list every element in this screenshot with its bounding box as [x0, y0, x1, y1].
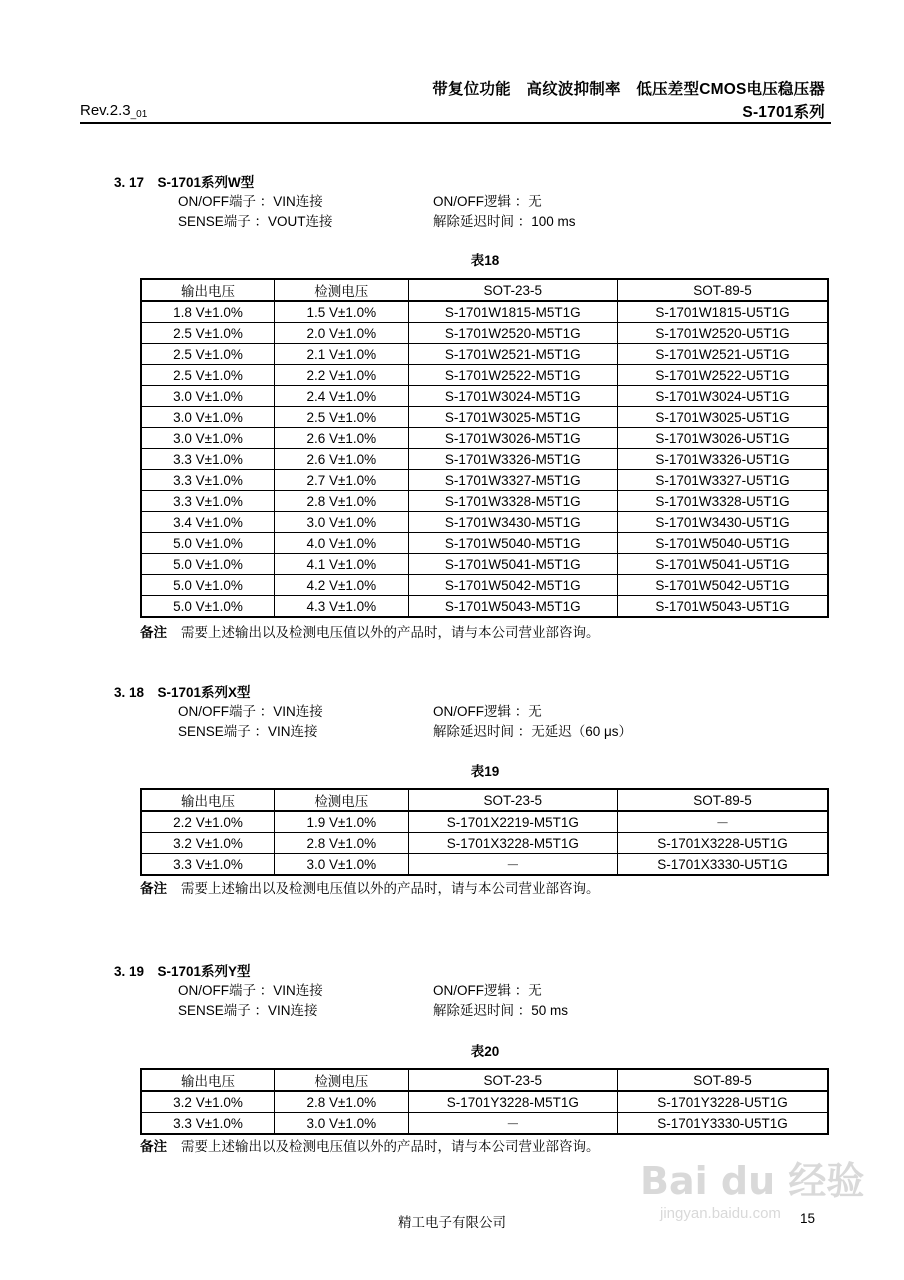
table-cell: 3.0 V±1.0%	[141, 386, 275, 407]
column-header: 检测电压	[275, 789, 409, 811]
page-number: 15	[800, 1211, 816, 1226]
table-caption: 表20	[470, 1044, 500, 1059]
column-header: SOT-23-5	[408, 279, 617, 301]
table-cell: S-1701X3228-M5T1G	[408, 833, 617, 854]
table-row	[141, 386, 828, 407]
column-header: 输出电压	[141, 279, 275, 301]
revision	[80, 102, 147, 120]
table-cell: S-1701W3327-U5T1G	[618, 470, 828, 491]
table-row	[141, 554, 828, 575]
note-label: 备注	[140, 881, 167, 896]
column-header: 输出电压	[141, 1069, 275, 1091]
table-row	[141, 811, 828, 833]
column-header: SOT-89-5	[618, 789, 828, 811]
table-cell: 2.8 V±1.0%	[275, 1091, 409, 1113]
table-cell: 3.3 V±1.0%	[141, 491, 275, 512]
table-row	[141, 428, 828, 449]
table-cell: S-1701Y3228-M5T1G	[408, 1091, 617, 1113]
header-series: S-1701系列	[742, 104, 825, 121]
onoff-terminal-spec: ON/OFF端子 ：VIN连接	[178, 983, 323, 998]
table-cell: 5.0 V±1.0%	[141, 575, 275, 596]
baidu-watermark	[640, 1150, 870, 1250]
table-cell: S-1701W1815-M5T1G	[408, 301, 617, 323]
table-cell: 3.0 V±1.0%	[275, 512, 409, 533]
table-cell: －	[408, 854, 617, 876]
table-cell: 4.3 V±1.0%	[275, 596, 409, 618]
column-header: SOT-23-5	[408, 789, 617, 811]
table-cell: S-1701W3024-M5T1G	[408, 386, 617, 407]
table-cell: －	[408, 1113, 617, 1135]
table-cell: S-1701W5040-M5T1G	[408, 533, 617, 554]
note	[140, 877, 600, 897]
table-row	[141, 344, 828, 365]
note-text: 需要上述输出以及检测电压值以外的产品时，请与本公司营业部咨询。	[181, 625, 600, 640]
table-caption: 表18	[470, 253, 500, 268]
column-header: 输出电压	[141, 789, 275, 811]
table-row	[141, 449, 828, 470]
note-text: 需要上述输出以及检测电压值以外的产品时，请与本公司营业部咨询。	[181, 881, 600, 896]
release-delay-spec: 解除延迟时间 ：100 ms	[433, 214, 576, 229]
table-cell: S-1701X3228-U5T1G	[618, 833, 828, 854]
table-cell: S-1701W5043-M5T1G	[408, 596, 617, 618]
note-label: 备注	[140, 625, 167, 640]
table-cell: S-1701W5042-U5T1G	[618, 575, 828, 596]
release-delay-spec: 解除延迟时间 ：无延迟（60 μs）	[433, 724, 633, 739]
table-cell: 3.3 V±1.0%	[141, 1113, 275, 1135]
note-text: 需要上述输出以及检测电压值以外的产品时，请与本公司营业部咨询。	[181, 1139, 600, 1154]
table-cell: 5.0 V±1.0%	[141, 596, 275, 618]
sense-terminal-spec: SENSE端子 ：VIN连接	[178, 1003, 318, 1018]
sense-terminal-spec: SENSE端子 ：VOUT连接	[178, 214, 333, 229]
table-cell: S-1701W2520-U5T1G	[618, 323, 828, 344]
table-cell: S-1701W3326-U5T1G	[618, 449, 828, 470]
table-cell: 3.0 V±1.0%	[141, 428, 275, 449]
table-cell: 2.5 V±1.0%	[141, 344, 275, 365]
table-cell: 2.0 V±1.0%	[275, 323, 409, 344]
column-header: 检测电压	[275, 279, 409, 301]
table-cell: 3.3 V±1.0%	[141, 854, 275, 876]
table-cell: 2.1 V±1.0%	[275, 344, 409, 365]
spec-table	[140, 1068, 829, 1135]
table-row	[141, 854, 828, 876]
table-cell: S-1701W3328-U5T1G	[618, 491, 828, 512]
table-cell: 3.3 V±1.0%	[141, 449, 275, 470]
table-cell: S-1701W5041-U5T1G	[618, 554, 828, 575]
table-cell: 4.0 V±1.0%	[275, 533, 409, 554]
watermark-brand: Bai du 经验	[640, 1159, 865, 1203]
table-cell: 3.0 V±1.0%	[275, 854, 409, 876]
header-title: 带复位功能 高纹波抑制率 低压差型CMOS电压稳压器	[432, 81, 825, 98]
table-row	[141, 833, 828, 854]
table-cell: S-1701W2522-M5T1G	[408, 365, 617, 386]
watermark-url: jingyan.baidu.com	[660, 1205, 781, 1222]
section-title: 3. 19 S-1701系列Y型	[114, 964, 251, 979]
table-row	[141, 575, 828, 596]
table-cell: S-1701W2521-U5T1G	[618, 344, 828, 365]
table-cell: S-1701W2521-M5T1G	[408, 344, 617, 365]
table-cell: 2.4 V±1.0%	[275, 386, 409, 407]
note	[140, 621, 600, 641]
table-cell: 1.5 V±1.0%	[275, 301, 409, 323]
table-cell: 1.8 V±1.0%	[141, 301, 275, 323]
table-cell: 2.6 V±1.0%	[275, 449, 409, 470]
onoff-terminal-spec: ON/OFF端子 ：VIN连接	[178, 704, 323, 719]
table-cell: S-1701W3328-M5T1G	[408, 491, 617, 512]
table-cell: 3.4 V±1.0%	[141, 512, 275, 533]
table-cell: S-1701W3025-M5T1G	[408, 407, 617, 428]
column-header: SOT-89-5	[618, 279, 828, 301]
table-cell: 2.6 V±1.0%	[275, 428, 409, 449]
table-cell: S-1701W2520-M5T1G	[408, 323, 617, 344]
table-cell: S-1701W3026-U5T1G	[618, 428, 828, 449]
header-rule	[80, 122, 831, 124]
sense-terminal-spec: SENSE端子 ：VIN连接	[178, 724, 318, 739]
column-header: SOT-89-5	[618, 1069, 828, 1091]
table-cell: 2.5 V±1.0%	[275, 407, 409, 428]
table-cell: 2.7 V±1.0%	[275, 470, 409, 491]
table-cell: 2.2 V±1.0%	[141, 811, 275, 833]
table-cell: 2.8 V±1.0%	[275, 833, 409, 854]
table-cell: S-1701Y3228-U5T1G	[618, 1091, 828, 1113]
table-row	[141, 512, 828, 533]
table-row	[141, 533, 828, 554]
table-caption: 表19	[470, 764, 500, 779]
table-cell: 2.5 V±1.0%	[141, 323, 275, 344]
table-row	[141, 491, 828, 512]
onoff-terminal-spec: ON/OFF端子 ：VIN连接	[178, 194, 323, 209]
table-cell: －	[618, 811, 828, 833]
table-cell: S-1701W5040-U5T1G	[618, 533, 828, 554]
table-cell: 4.1 V±1.0%	[275, 554, 409, 575]
table-cell: 2.5 V±1.0%	[141, 365, 275, 386]
section-title: 3. 18 S-1701系列X型	[114, 685, 251, 700]
column-header: 检测电压	[275, 1069, 409, 1091]
spec-table	[140, 278, 829, 618]
section-title: 3. 17 S-1701系列W型	[114, 175, 255, 190]
revision-sub: _01	[130, 109, 148, 120]
table-cell: S-1701W3025-U5T1G	[618, 407, 828, 428]
table-cell: 3.0 V±1.0%	[141, 407, 275, 428]
table-cell: 4.2 V±1.0%	[275, 575, 409, 596]
table-row	[141, 1113, 828, 1135]
table-cell: S-1701W3327-M5T1G	[408, 470, 617, 491]
onoff-logic-spec: ON/OFF逻辑 ：无	[433, 983, 542, 998]
table-cell: 2.8 V±1.0%	[275, 491, 409, 512]
column-header: SOT-23-5	[408, 1069, 617, 1091]
table-header-row	[141, 789, 828, 811]
table-cell: S-1701W5043-U5T1G	[618, 596, 828, 618]
table-cell: S-1701W3026-M5T1G	[408, 428, 617, 449]
footer-company: 精工电子有限公司	[398, 1215, 506, 1230]
table-cell: S-1701W3430-U5T1G	[618, 512, 828, 533]
table-row	[141, 596, 828, 618]
table-header-row	[141, 1069, 828, 1091]
table-cell: S-1701W5041-M5T1G	[408, 554, 617, 575]
table-cell: S-1701W5042-M5T1G	[408, 575, 617, 596]
table-cell: S-1701W2522-U5T1G	[618, 365, 828, 386]
table-cell: S-1701W3024-U5T1G	[618, 386, 828, 407]
note-label: 备注	[140, 1139, 167, 1154]
table-row	[141, 407, 828, 428]
table-cell: S-1701X2219-M5T1G	[408, 811, 617, 833]
table-header-row	[141, 279, 828, 301]
release-delay-spec: 解除延迟时间 ：50 ms	[433, 1003, 569, 1018]
table-cell: 2.2 V±1.0%	[275, 365, 409, 386]
table-cell: 5.0 V±1.0%	[141, 533, 275, 554]
table-row	[141, 1091, 828, 1113]
table-cell: 3.0 V±1.0%	[275, 1113, 409, 1135]
table-cell: 1.9 V±1.0%	[275, 811, 409, 833]
table-cell: 3.2 V±1.0%	[141, 833, 275, 854]
table-cell: S-1701W3326-M5T1G	[408, 449, 617, 470]
table-cell: S-1701Y3330-U5T1G	[618, 1113, 828, 1135]
onoff-logic-spec: ON/OFF逻辑 ：无	[433, 704, 542, 719]
table-cell: 3.3 V±1.0%	[141, 470, 275, 491]
onoff-logic-spec: ON/OFF逻辑 ：无	[433, 194, 542, 209]
table-row	[141, 301, 828, 323]
table-row	[141, 470, 828, 491]
table-cell: S-1701W1815-U5T1G	[618, 301, 828, 323]
table-cell: S-1701X3330-U5T1G	[618, 854, 828, 876]
table-cell: S-1701W3430-M5T1G	[408, 512, 617, 533]
table-cell: 3.2 V±1.0%	[141, 1091, 275, 1113]
spec-table	[140, 788, 829, 876]
table-row	[141, 365, 828, 386]
revision-main: Rev.2.3	[80, 102, 131, 119]
note	[140, 1135, 600, 1155]
table-cell: 5.0 V±1.0%	[141, 554, 275, 575]
table-row	[141, 323, 828, 344]
